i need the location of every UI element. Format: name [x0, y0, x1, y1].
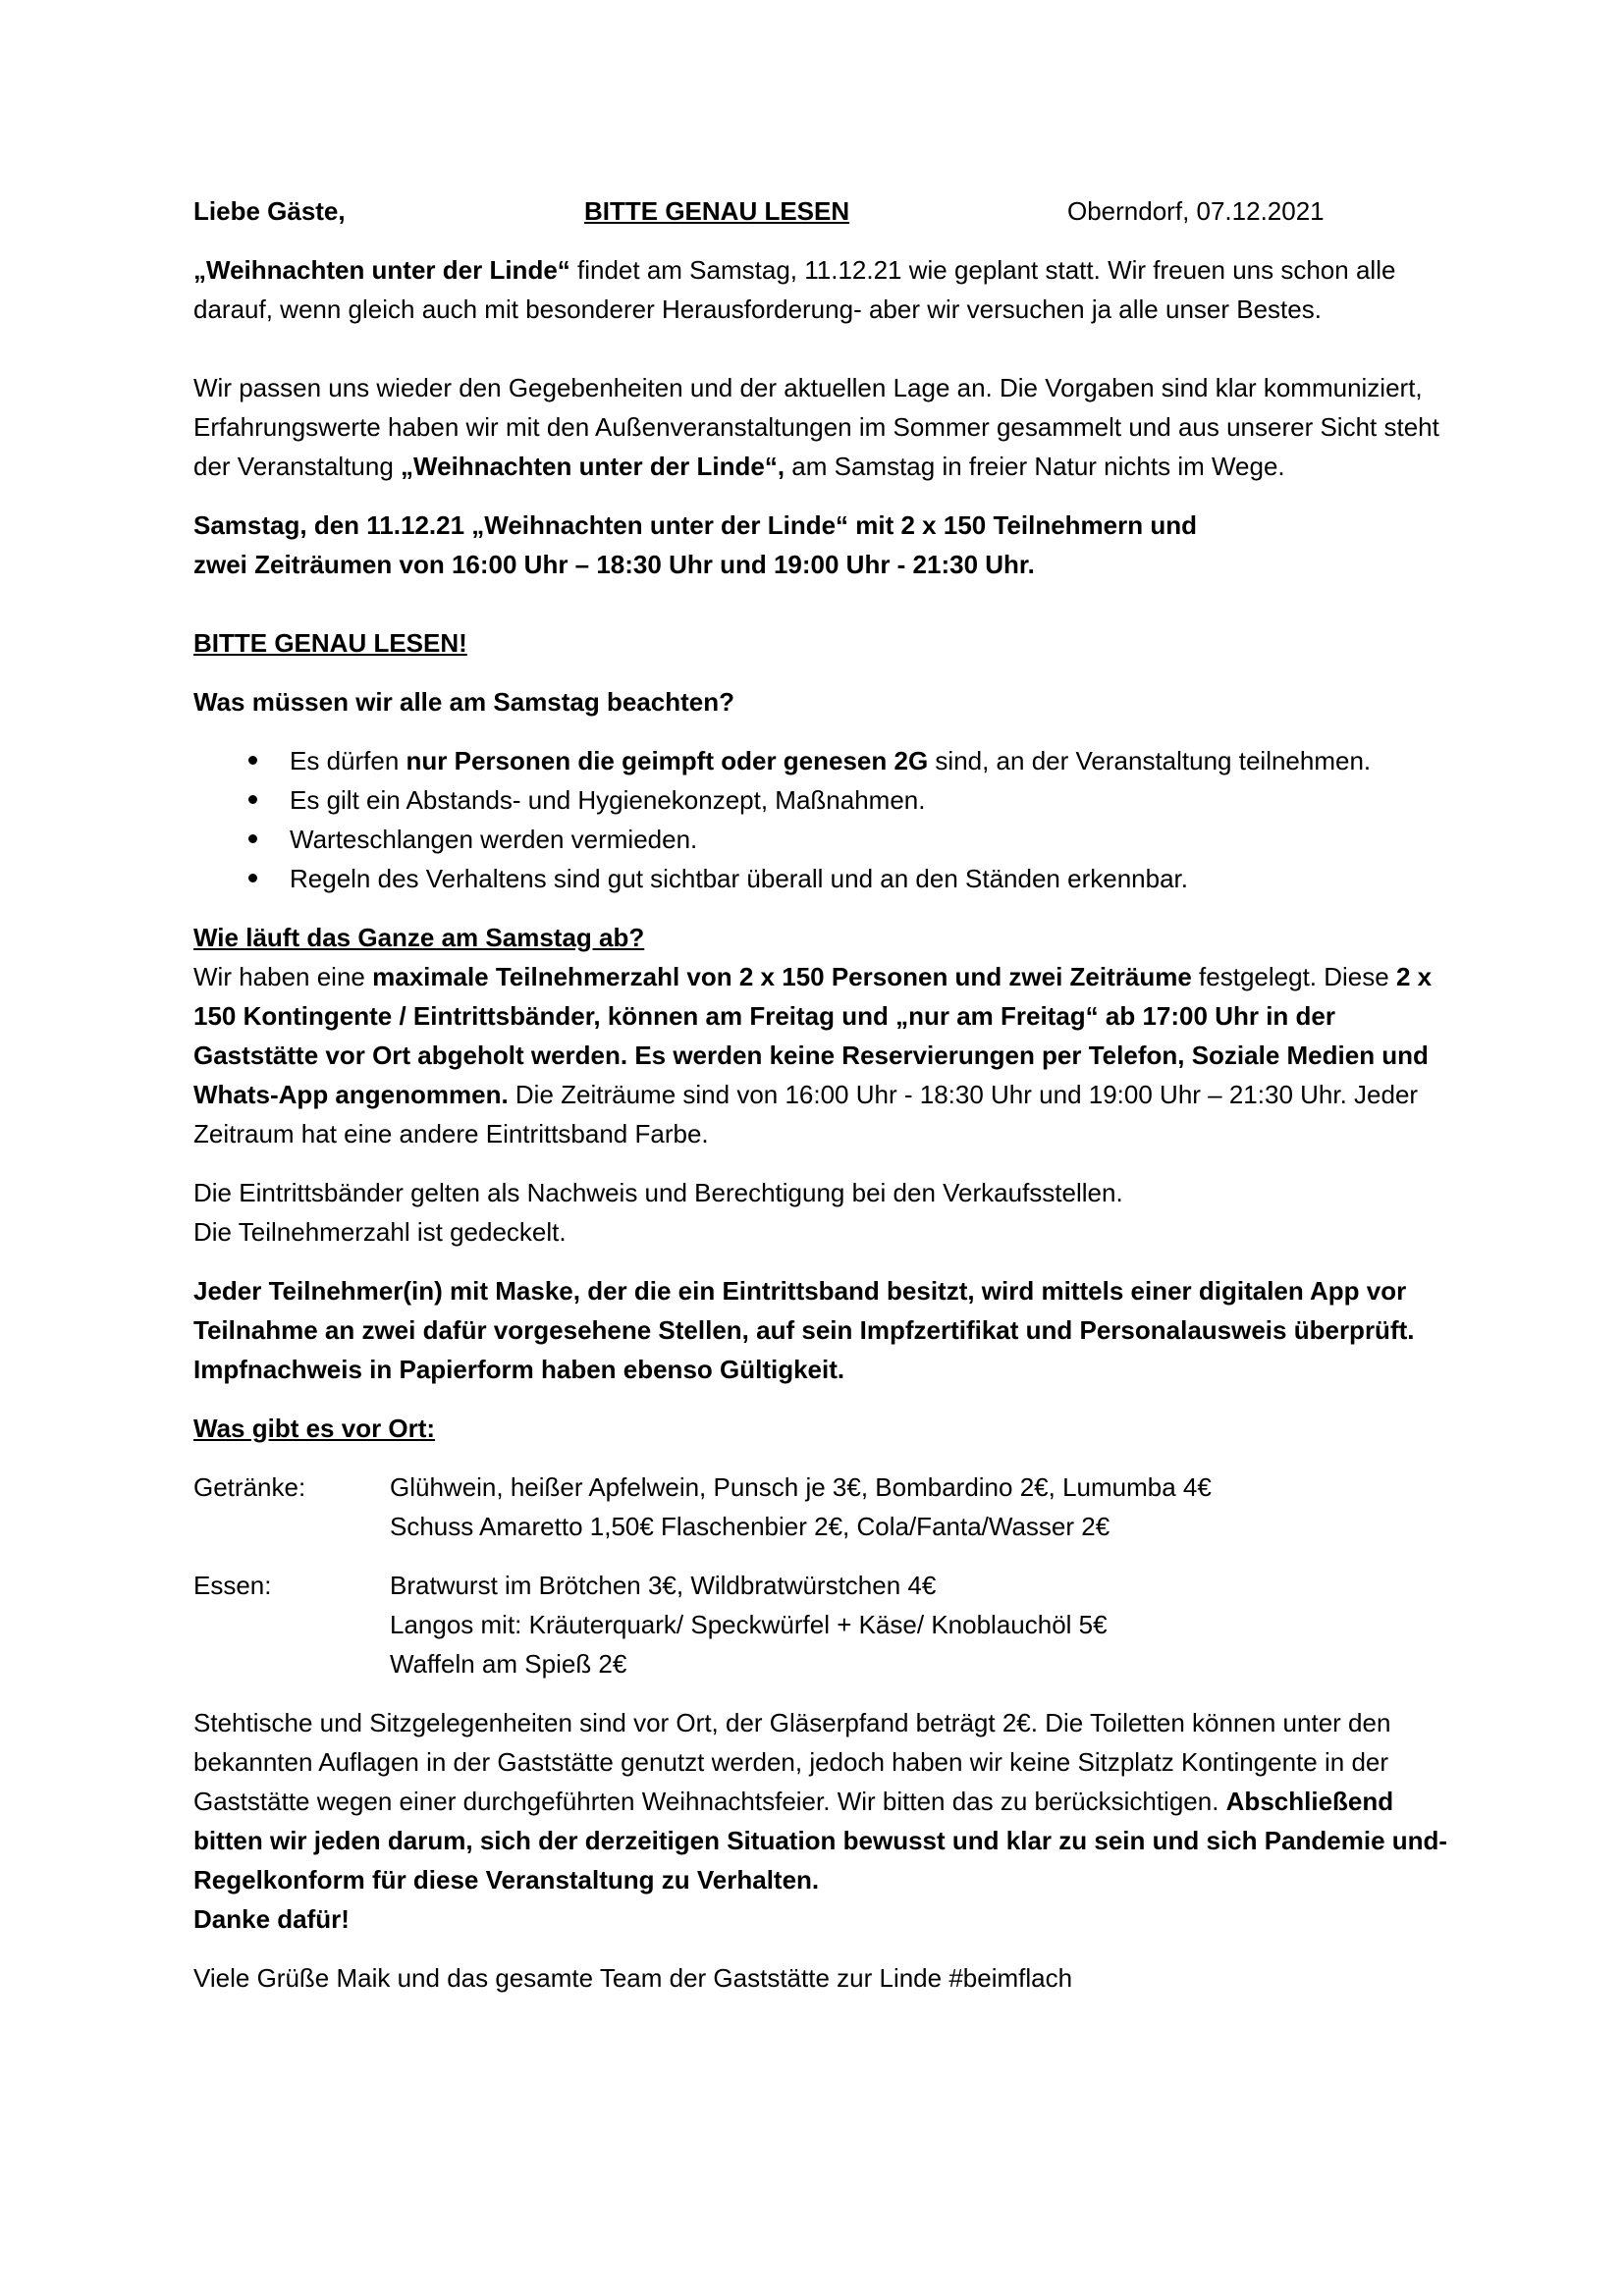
procedure-bold: maximale Teilnehmerzahl von 2 x 150 Personen und zwei Zeiträume: [372, 962, 1192, 991]
list-item: [193, 780, 1460, 820]
food-row: [193, 1566, 1460, 1683]
letter-header: [193, 191, 1460, 231]
rules-list: [193, 741, 1460, 898]
intro-text: findet am Samstag, 11.12.21 wie geplant statt. Wir freuen uns schon alle darauf, wenn gleich auch mit besonderer Herausforderung- aber wir versuchen ja alle unser Bestes.: [193, 255, 1396, 324]
closing-bold: Abschließend bitten wir jeden darum, sich der derzeitigen Situation bewusst und klar zu sein und sich Pandemie und- Regelkonform für diese Veranstaltung zu Verhalten.: [193, 1787, 1448, 1895]
bullet-icon: [248, 834, 257, 843]
procedure-text: Die Zeiträume sind von 16:00 Uhr - 18:30 Uhr und 19:00 Uhr – 21:30 Uhr. Jeder Zeitraum hat eine andere Eintrittsband Farbe.: [193, 1080, 1419, 1148]
check-paragraph: Jeder Teilnehmer(in) mit Maske, der die ein Eintrittsband besitzt, wird mittels einer digitalen App vor Teilnahme an zwei dafür vorgesehene Stellen, auf sein Impfzertifikat und Personalausweis überprüft. Impfnachweis in Papierform haben ebenso Gültigkeit.: [193, 1276, 1415, 1384]
drinks-line-2: Schuss Amaretto 1,50€ Flaschenbier 2€, Cola/Fanta/Wasser 2€: [390, 1512, 1110, 1541]
greeting: Liebe Gäste,: [193, 196, 346, 226]
procedure-heading: Wie läuft das Ganze am Samstag ab?: [193, 923, 645, 952]
procedure-paragraph: [193, 957, 1460, 1153]
rules-heading: Was müssen wir alle am Samstag beachten?: [193, 687, 735, 717]
procedure-bold: 2 x 150 Kontingente / Eintrittsbänder, können am Freitag und „nur am Freitag“ ab 17:00 Uhr in der Gaststätte vor Ort abgeholt werden. Es werden keine Reservierungen per Telefon, Soziale Medien und Whats-App angenommen.: [193, 962, 1433, 1109]
rule-bold: nur Personen die geimpft oder genesen 2G: [406, 746, 929, 775]
bullet-icon: [248, 874, 257, 882]
wristband-line-2: Die Teilnehmerzahl ist gedeckelt.: [193, 1217, 567, 1247]
thanks-text: Danke dafür!: [193, 1904, 350, 1934]
header-title: BITTE GENAU LESEN: [584, 196, 850, 226]
letter-page: [193, 191, 1460, 1998]
rule-text: Regeln des Verhaltens sind gut sichtbar überall und an den Ständen erkennbar.: [290, 864, 1188, 893]
list-item: [193, 820, 1460, 859]
list-item: [193, 741, 1460, 780]
event-name-inline: „Weihnachten unter der Linde“,: [401, 452, 785, 481]
rule-text: Es dürfen: [290, 746, 406, 775]
closing-paragraph: [193, 1703, 1460, 1939]
food-line-2: Langos mit: Kräuterquark/ Speckwürfel + Käse/ Knoblauchöl 5€: [390, 1610, 1108, 1639]
schedule-line-2: zwei Zeiträumen von 16:00 Uhr – 18:30 Uhr und 19:00 Uhr - 21:30 Uhr.: [193, 550, 1035, 579]
food-line-3: Waffeln am Spieß 2€: [390, 1649, 627, 1679]
drinks-list: [390, 1468, 1212, 1546]
rule-text: Es gilt ein Abstands- und Hygienekonzept, Maßnahmen.: [290, 785, 926, 815]
offer-heading: Was gibt es vor Ort:: [193, 1414, 436, 1443]
wristband-line-1: Die Eintrittsbänder gelten als Nachweis und Berechtigung bei den Verkaufsstellen.: [193, 1178, 1123, 1207]
closing-text: Stehtische und Sitzgelegenheiten sind vor Ort, der Gläserpfand beträgt 2€. Die Toiletten können unter den bekannten Auflagen in der Gaststätte genutzt werden, jedoch haben wir keine Sitzplatz Kontingente in der Gaststätte wegen einer durchgeführten Weihnachtsfeier. Wir bitten das zu berücksichtigen.: [193, 1708, 1391, 1816]
drinks-line-1: Glühwein, heißer Apfelwein, Punsch je 3€, Bombardino 2€, Lumumba 4€: [390, 1472, 1212, 1502]
situation-text: Wir passen uns wieder den Gegebenheiten und der aktuellen Lage an. Die Vorgaben sind klar kommuniziert, Erfahrungswerte haben wir mit den Außenveranstaltungen im Sommer gesammelt und aus unserer Sicht steht der Veranstaltung: [193, 373, 1439, 481]
rule-text-end: sind, an der Veranstaltung teilnehmen.: [928, 746, 1372, 775]
rule-text: Warteschlangen werden vermieden.: [290, 825, 698, 854]
situation-text-end: am Samstag in freier Natur nichts im Wege.: [785, 452, 1285, 481]
notice-heading: BITTE GENAU LESEN!: [193, 628, 467, 658]
wristband-paragraph: [193, 1173, 1460, 1252]
signoff: Viele Grüße Maik und das gesamte Team der Gaststätte zur Linde #beimflach: [193, 1963, 1073, 1993]
situation-paragraph: [193, 368, 1460, 486]
procedure-text: festgelegt. Diese: [1191, 962, 1396, 991]
list-item: [193, 859, 1460, 898]
food-label: Essen:: [193, 1571, 272, 1600]
food-line-1: Bratwurst im Brötchen 3€, Wildbratwürstchen 4€: [390, 1571, 937, 1600]
schedule-paragraph: [193, 506, 1460, 584]
drinks-row: [193, 1468, 1460, 1546]
food-list: [390, 1566, 1108, 1683]
intro-paragraph: [193, 250, 1460, 329]
place-date: Oberndorf, 07.12.2021: [1067, 196, 1325, 226]
schedule-line-1: Samstag, den 11.12.21 „Weihnachten unter der Linde“ mit 2 x 150 Teilnehmern und: [193, 510, 1197, 540]
procedure-text: Wir haben eine: [193, 962, 373, 991]
drinks-label: Getränke:: [193, 1472, 306, 1502]
bullet-icon: [248, 795, 257, 804]
bullet-icon: [248, 756, 257, 765]
event-name: „Weihnachten unter der Linde“: [193, 255, 570, 285]
